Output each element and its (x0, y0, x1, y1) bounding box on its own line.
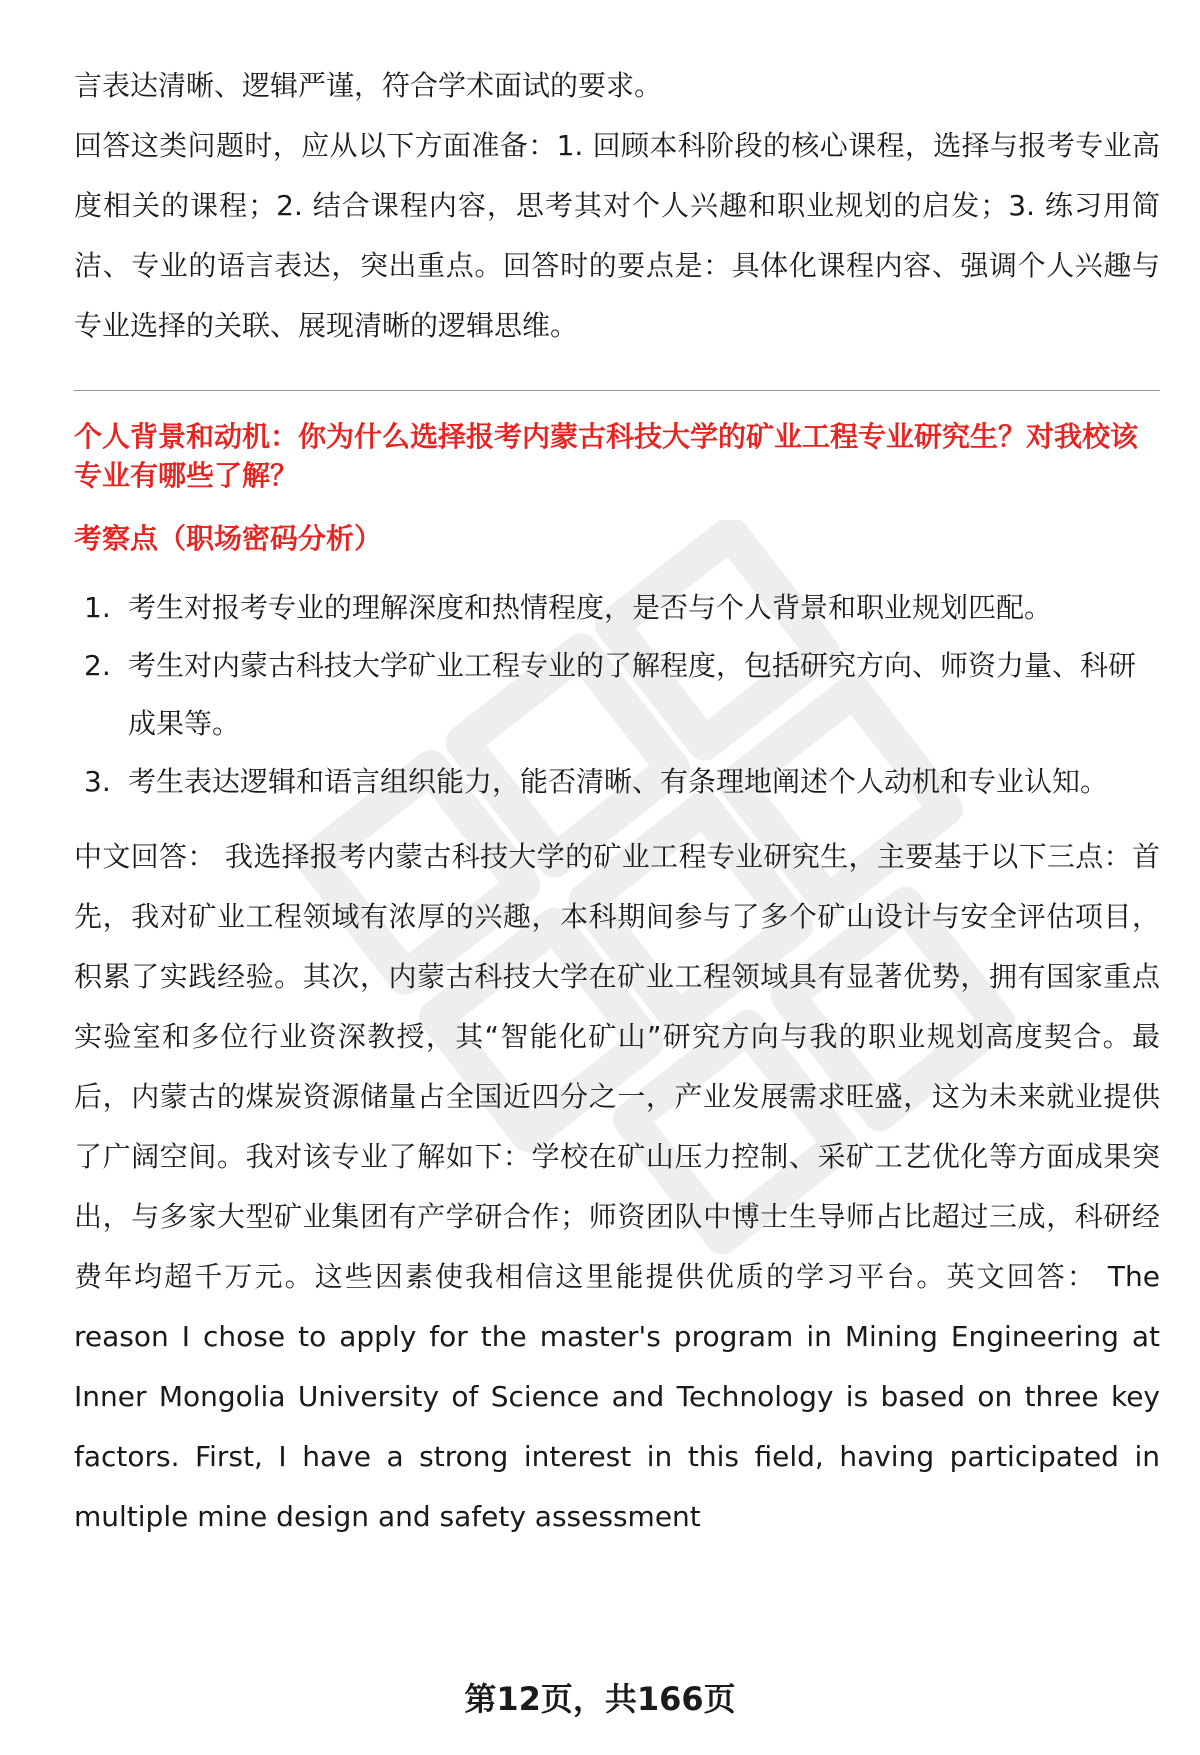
answer-paragraph: 中文回答： 我选择报考内蒙古科技大学的矿业工程专业研究生，主要基于以下三点：首先，我对矿业工程领域有浓厚的兴趣，本科期间参与了多个矿山设计与安全评估项目，积累了实践经验。其次，内蒙古科技大学在矿业工程领域具有显著优势，拥有国家重点实验室和多位行业资深教授，其“智能化矿山”研究方向与我的职业规划高度契合。最后，内蒙古的煤炭资源储量占全国近四分之一，产业发展需求旺盛，这为未来就业提供了广阔空间。我对该专业了解如下：学校在矿山压力控制、采矿工艺优化等方面成果突出，与多家大型矿业集团有产学研合作；师资团队中博士生导师占比超过三成，科研经费年均超千万元。这些因素使我相信这里能提供优质的学习平台。英文回答： The reason I chose to apply for the master's program in Mining Engineering at Inner Mongolia University of Science and Technology is based on three key factors. First, I have a strong interest in this field, having participated in multiple mine design and safety assessment (74, 840, 1160, 1533)
list-item (74, 753, 1160, 811)
list-item-text: 考生对内蒙古科技大学矿业工程专业的了解程度，包括研究方向、师资力量、科研成果等。 (128, 649, 1137, 740)
document-page (74, 56, 1160, 1547)
list-item-text: 考生对报考专业的理解深度和热情程度，是否与个人背景和职业规划匹配。 (128, 591, 1053, 624)
intro-paragraph: 回答这类问题时，应从以下方面准备：1. 回顾本科阶段的核心课程，选择与报考专业高度相关的课程；2. 结合课程内容，思考其对个人兴趣和职业规划的启发；3. 练习用简洁、专业的语言表达，突出重点。回答时的要点是：具体化课程内容、强调个人兴趣与专业选择的关联、展现清晰的逻辑思维。 (74, 129, 1160, 342)
list-item (74, 579, 1160, 637)
list-item (74, 637, 1160, 753)
section-divider (74, 390, 1160, 391)
assessment-points (74, 579, 1160, 811)
page-footer: 第12页，共166页 (464, 1680, 736, 1718)
section-title: 考察点（职场密码分析） (74, 522, 383, 555)
list-number: 2. (84, 649, 111, 682)
list-number: 3. (84, 765, 111, 798)
list-number: 1. (84, 591, 111, 624)
list-item-text: 考生表达逻辑和语言组织能力，能否清晰、有条理地阐述个人动机和专业认知。 (128, 765, 1109, 798)
question-heading: 个人背景和动机：你为什么选择报考内蒙古科技大学的矿业工程专业研究生？对我校该专业有哪些了解？ (74, 420, 1139, 492)
intro-line: 言表达清晰、逻辑严谨，符合学术面试的要求。 (74, 69, 663, 102)
